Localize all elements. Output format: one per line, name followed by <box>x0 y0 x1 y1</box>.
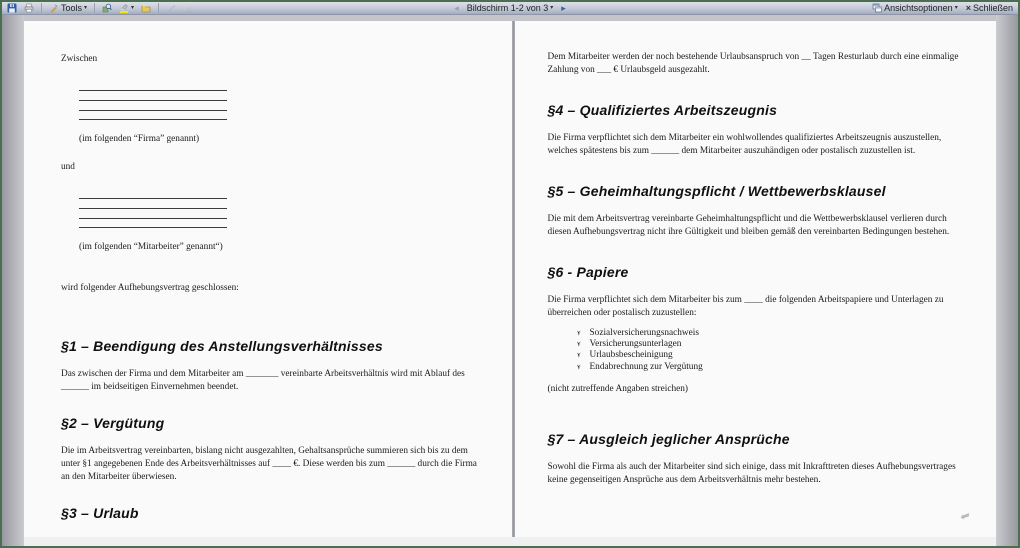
papiere-note: (nicht zutreffende Angaben streichen) <box>547 383 689 394</box>
toolbar-separator <box>41 3 42 13</box>
tools-icon <box>49 3 59 13</box>
section-6-heading: §6 - Papiere <box>547 263 629 280</box>
arrow-bullet-icon: ➢ <box>574 329 584 336</box>
mitarbeiter-blank-lines <box>79 190 227 228</box>
document-page-2 <box>515 21 997 537</box>
firma-blank-lines <box>79 82 227 120</box>
bottom-margin-strip <box>24 537 996 546</box>
firma-note: (im folgenden “Firma” genannt) <box>79 134 200 145</box>
blank-line <box>79 101 227 111</box>
blank-line <box>79 209 227 219</box>
section-4-body: Die Firma verpflichtet sich dem Mitarbeiter ein wohlwollendes qualifiziertes Arbeitszeugnis auszustellen, welches spätestens bis zum ______ dem Mitarbeiter auszuhändigen oder postalisch zuzustellen ist. <box>547 132 942 156</box>
tools-label: Tools <box>61 3 83 13</box>
print-button[interactable] <box>22 2 36 14</box>
previous-screen-button[interactable] <box>452 2 461 14</box>
insert-comment-button[interactable] <box>139 2 153 14</box>
list-item <box>574 350 969 361</box>
list-item-label: Versicherungsunterlagen <box>589 338 682 349</box>
mitarbeiter-note: (im folgenden “Mitarbeiter” genannt“) <box>79 242 223 253</box>
intro-und: und <box>61 162 75 173</box>
view-options-icon <box>872 3 882 13</box>
highlighter-icon <box>119 3 129 13</box>
section-4-heading: §4 – Qualifiziertes Arbeitszeugnis <box>547 101 778 118</box>
screen-indicator-label: Bildschirm 1-2 von 3 <box>466 3 549 13</box>
next-screen-icon: ▸ <box>561 2 566 13</box>
list-item <box>574 362 969 373</box>
screen-indicator-menu[interactable] <box>465 2 556 14</box>
list-item-label: Endabrechnung zur Vergütung <box>589 361 703 372</box>
chevron-down-icon: ▾ <box>550 5 554 11</box>
comment-note-icon <box>141 3 151 13</box>
list-item-label: Urlaubsbescheinigung <box>589 350 673 361</box>
close-reading-mode-button[interactable] <box>964 2 1015 14</box>
left-margin-band <box>2 15 24 546</box>
right-margin-band <box>996 15 1018 546</box>
section-6-body: Die Firma verpflichtet sich dem Mitarbeiter bis zum ____ die folgenden Arbeitspapiere und Unterlagen zu überreichen oder postalisch zuzustellen: <box>547 294 944 318</box>
section-7-heading: §7 – Ausgleich jeglicher Ansprüche <box>547 430 790 447</box>
print-icon <box>24 3 34 13</box>
list-item <box>574 328 969 339</box>
ink-pen-icon <box>183 3 193 13</box>
blank-line <box>79 111 227 121</box>
tools-menu-button[interactable] <box>47 2 89 14</box>
reading-mode-toolbar <box>2 2 1018 15</box>
document-page-1 <box>24 21 512 537</box>
list-item-label: Sozialversicherungsnachweis <box>589 327 699 338</box>
save-icon <box>7 3 17 13</box>
section-1-body: Das zwischen der Firma und dem Mitarbeiter am _______ vereinbarte Arbeitsverhältnis wird mit Ablauf des ______ im beidseitigen Einvernehmen beendet. <box>61 369 465 393</box>
chevron-down-icon: ▾ <box>84 5 88 11</box>
page-turn-icon[interactable]: ➥ <box>957 508 972 525</box>
section-2-body: Die im Arbeitsvertrag vereinbarten, bislang nicht ausgezahlten, Gehaltsansprüche summieren sich bis zu dem unter §1 angegebenen Ende des Arbeitsverhältnisses auf ____ €. Diese werden bis zum ______ durch die Firma an den Mitarbeiter überwiesen. <box>61 446 477 482</box>
blank-line <box>79 82 227 92</box>
section-3-heading: §3 – Urlaub <box>61 504 139 521</box>
previous-screen-icon: ◂ <box>454 2 459 13</box>
save-button[interactable] <box>5 2 19 14</box>
arrow-bullet-icon: ➢ <box>574 340 584 347</box>
arrow-bullet-icon: ➢ <box>574 363 584 370</box>
toolbar-separator <box>158 3 159 13</box>
chevron-down-icon: ▾ <box>131 5 135 11</box>
close-label: Schließen <box>972 3 1013 13</box>
section-7-body: Sowohl die Firma als auch der Mitarbeiter sind sich einige, dass mit Inkrafttreten dieses Aufhebungsvertrages keine gegenseitigen Ansprüche aus dem Arbeitsverhältnis mehr bestehen. <box>547 462 956 485</box>
next-screen-button[interactable] <box>559 2 568 14</box>
blank-line <box>79 91 227 101</box>
view-options-button[interactable] <box>870 2 960 14</box>
arrow-bullet-icon: ➢ <box>574 351 584 359</box>
blank-line <box>79 199 227 209</box>
section-2-heading: §2 – Vergütung <box>61 414 165 431</box>
section-5-heading: §5 – Geheimhaltungspflicht / Wettbewerbsklausel <box>547 182 886 199</box>
document-area <box>2 15 1018 546</box>
intro-zwischen: Zwischen <box>61 54 98 64</box>
ink-annotation-button[interactable] <box>181 2 195 14</box>
chevron-down-icon: ▾ <box>954 5 958 11</box>
section-3-body: Dem Mitarbeiter werden der noch bestehende Urlaubsanspruch von __ Tagen Resturlaub durch eine einmalige Zahlung von ___ € Urlaubsgeld ausgezahlt. <box>547 52 959 75</box>
list-item <box>574 339 969 350</box>
pen-icon <box>166 3 176 13</box>
research-button[interactable] <box>100 2 114 14</box>
highlight-button[interactable] <box>117 2 136 14</box>
contract-closing-line: wird folgender Aufhebungsvertrag geschlossen: <box>61 283 239 294</box>
section-5-body: Die mit dem Arbeitsvertrag vereinbarte Geheimhaltungspflicht und die Wettbewerbsklausel verlieren durch diesen Aufhebungsvertrag nicht ihre Gültigkeit und bleiben gemäß den vereinbarten Bedingungen bestehen. <box>547 213 950 237</box>
close-icon: × <box>965 3 971 13</box>
view-options-label: Ansichtsoptionen <box>884 3 953 13</box>
research-icon <box>102 3 112 13</box>
track-changes-button[interactable] <box>164 2 178 14</box>
section-1-heading: §1 – Beendigung des Anstellungsverhältnisses <box>61 337 383 354</box>
blank-line <box>79 190 227 200</box>
blank-line <box>79 219 227 229</box>
toolbar-separator <box>94 3 95 13</box>
papiere-list <box>574 328 969 373</box>
